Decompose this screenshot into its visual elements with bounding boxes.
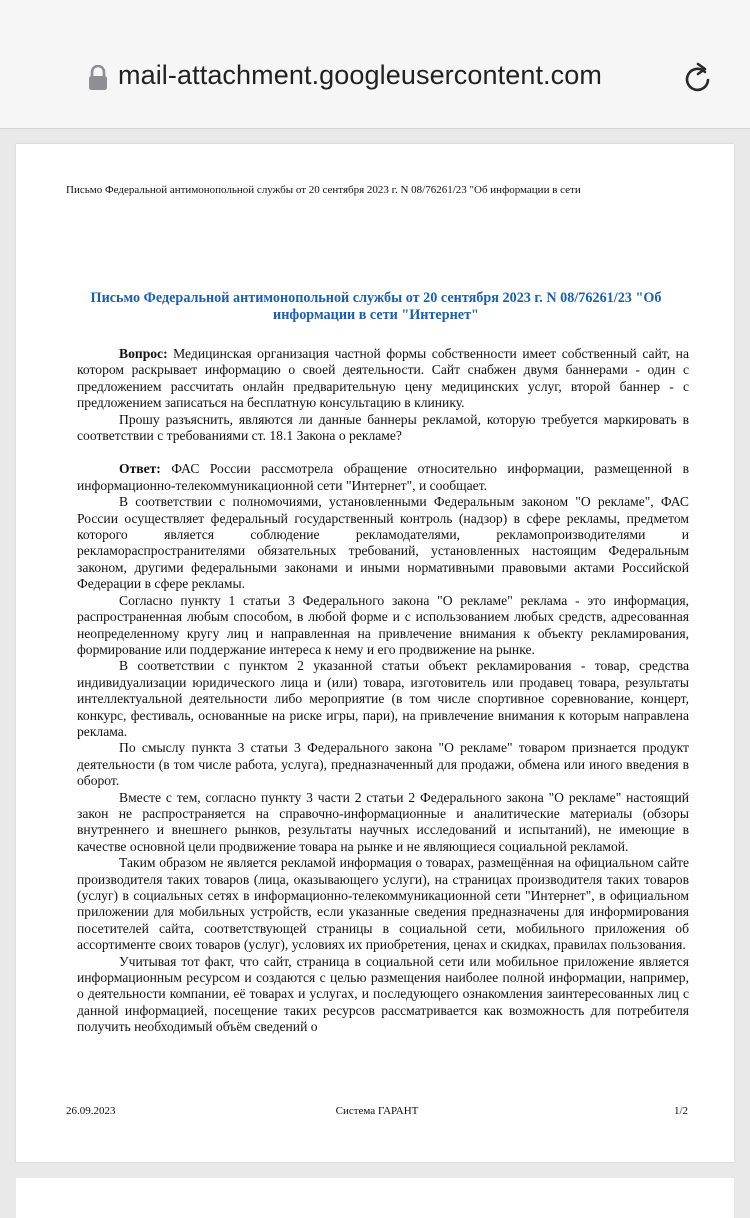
address-bar[interactable]: [58, 50, 728, 108]
body-paragraph: Таким образом не является рекламой информация о товарах, размещённая на официальном сайте производителя таких товаров (лица, оказывающего услуги), на страницах производителя таких товаров (услуг) в социальных сетях в информационно-телекоммуникационной сети "Интернет", в официальном приложении для мобильных устройств, если указанные сведения предназначены для информирования посетителей сайта, соответствующей страницы в социальной сети, мобильного приложения об ассортименте своих товаров (услуг), условиях их приобретения, ценах и скидках, правилах пользования.: [77, 855, 689, 953]
document-body: [77, 346, 689, 1036]
next-page-edge: [16, 1178, 734, 1218]
question-paragraph: [77, 346, 689, 412]
body-paragraph: Вместе с тем, согласно пункту 3 части 2 статьи 2 Федерального закона "О рекламе" настоящий закон не распространяется на справочно-информационные и аналитические материалы (обзоры внутреннего и внешнего рынков, результаты научных исследований и испытаний), не имеющие в качестве основной цели продвижение товара на рынке и не являющиеся социальной рекламой.: [77, 789, 689, 854]
url-text: mail-attachment.googleusercontent.com: [118, 60, 602, 90]
question-text: Медицинская организация частной формы собственности имеет собственный сайт, на котором раскрывает информацию о своей деятельности. Сайт снабжен двумя баннерами - один с предложением рассчитать онлайн предварительную цену медицинских услуг, второй баннер - с предложением записаться на бесплатную консультацию в клинику.: [77, 346, 689, 411]
document-page: [16, 144, 734, 1162]
body-paragraph: Согласно пункту 1 статьи 3 Федерального закона "О рекламе" реклама - это информация, распространенная любым способом, в любой форме и с использованием любых средств, адресованная неопределенному кругу лиц и направленная на привлечение внимания к объекту рекламирования, формирование или поддержание интереса к нему и его продвижение на рынке.: [77, 592, 689, 657]
answer-label: Ответ:: [119, 461, 161, 477]
lock-icon: [88, 65, 108, 96]
question-label: Вопрос:: [119, 346, 168, 361]
answer-text: ФАС России рассмотрела обращение относительно информации, размещенной в информационно-телекоммуникационной сети "Интернет", и сообщает.: [77, 461, 689, 493]
body-paragraph: В соответствии с пунктом 2 указанной статьи объект рекламирования - товар, средства индивидуализации юридического лица и (или) товара, изготовитель или продавец товара, результаты интеллектуальной деятельности либо мероприятие (в том числе спортивное соревнование, концерт, конкурс, фестиваль, основанные на риске игры, пари), на привлечение внимания к которым направлена реклама.: [77, 658, 689, 739]
body-paragraph: Учитывая тот факт, что сайт, страница в социальной сети или мобильное приложение является информационным ресурсом и создаются с целью размещения наиболее полной информации, например, о деятельности компании, её товарах и услугах, и последующего ознакомления заинтересованных лиц с данной информацией, посещение таких ресурсов рассматривается как возможность для потребителя получить необходимый объём сведений о: [77, 953, 689, 1035]
document-title: Письмо Федеральной антимонопольной службы от 20 сентября 2023 г. N 08/76261/23 "Об информации в сети "Интернет": [90, 290, 662, 323]
reload-icon[interactable]: [683, 62, 713, 99]
question-paragraph-2: Прошу разъяснить, являются ли данные баннеры рекламой, которую требуется маркировать в соответствии с требованиями ст. 18.1 Закона о рекламе?: [77, 411, 689, 444]
body-paragraph: По смыслу пункта 3 статьи 3 Федерального закона "О рекламе" товаром признается продукт деятельности (в том числе работа, услуга), предназначенный для продажи, обмена или иного введения в оборот.: [77, 740, 689, 789]
footer-page-number: 1/2: [673, 1105, 688, 1117]
answer-paragraph: [77, 461, 689, 494]
footer-system: Система ГАРАНТ: [335, 1105, 419, 1117]
footer-date: 26.09.2023: [66, 1105, 116, 1117]
body-paragraph: В соответствии с полномочиями, установленными Федеральным законом "О рекламе", ФАС России осуществляет федеральный государственный контроль (надзор) в сфере рекламы, предметом которого является соблюдение рекламодателями, рекламопроизводителями и рекламораспространителями обязательных требований, установленных настоящим Федеральным законом, другими федеральными законами и иными нормативными правовыми актами Российской Федерации в сфере рекламы.: [77, 494, 689, 592]
browser-toolbar: [0, 0, 750, 129]
running-head: Письмо Федеральной антимонопольной службы от 20 сентября 2023 г. N 08/76261/23 "Об информации в сети: [66, 184, 581, 196]
